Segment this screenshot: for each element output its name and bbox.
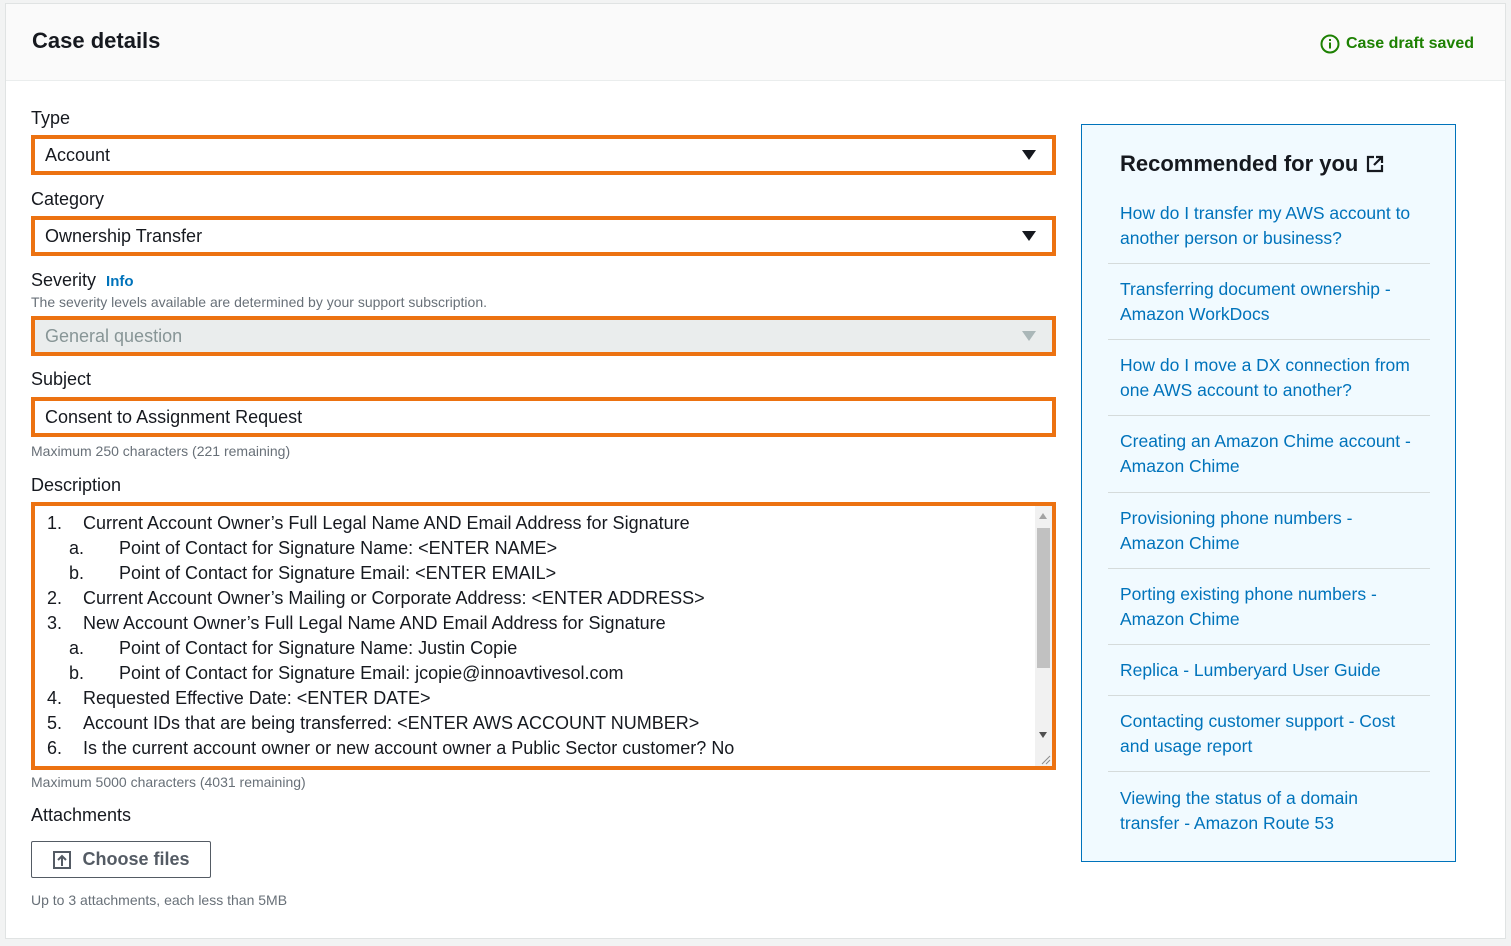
draft-status: [1320, 34, 1474, 54]
divider: [1108, 492, 1430, 493]
divider: [1108, 339, 1430, 340]
scroll-thumb[interactable]: [1037, 528, 1050, 668]
page-title: Case details: [32, 28, 161, 53]
caret-down-icon: [1022, 231, 1036, 241]
description-line: 3.: [47, 613, 63, 633]
attachments-hint: Up to 3 attachments, each less than 5MB: [31, 892, 288, 908]
description-line: a.: [69, 538, 85, 558]
description-line: 5.: [47, 713, 63, 733]
resize-handle-icon[interactable]: [1041, 755, 1051, 765]
description-line-text: Account IDs that are being transferred: <ENTER AWS ACCOUNT NUMBER>: [83, 713, 700, 733]
subject-hint: Maximum 250 characters (221 remaining): [31, 443, 291, 459]
recommended-link[interactable]: Replica - Lumberyard User Guide: [1120, 660, 1381, 680]
description-line: 4.: [47, 688, 63, 708]
subject-input[interactable]: [31, 397, 1056, 437]
choose-files-label: Choose files: [82, 849, 190, 869]
case-details-panel: [5, 3, 1506, 939]
divider: [1108, 771, 1430, 772]
recommended-link[interactable]: Transferring document ownership - Amazon WorkDocs: [1120, 279, 1391, 324]
description-line-text: Current Account Owner’s Mailing or Corporate Address: <ENTER ADDRESS>: [83, 588, 705, 608]
attachments-label: Attachments: [31, 805, 132, 825]
category-select[interactable]: [31, 216, 1056, 256]
description-line-text: New Account Owner’s Full Legal Name AND Email Address for Signature: [83, 613, 666, 633]
type-label: Type: [31, 108, 71, 128]
draft-status-text: Case draft saved: [1345, 35, 1474, 52]
description-line-text: Point of Contact for Signature Email: <ENTER EMAIL>: [119, 563, 557, 583]
choose-files-button[interactable]: [31, 841, 211, 878]
scroll-up-arrow-icon[interactable]: [1039, 513, 1047, 519]
recommended-link[interactable]: How do I transfer my AWS account to another person or business?: [1120, 203, 1411, 248]
severity-hint: The severity levels available are determined by your support subscription.: [31, 294, 488, 310]
description-line: 6.: [47, 738, 63, 758]
description-line-text: Requested Effective Date: <ENTER DATE>: [83, 688, 431, 708]
description-textarea[interactable]: [31, 502, 1056, 770]
description-scrollbar[interactable]: [1035, 506, 1052, 766]
severity-value: General question: [45, 325, 183, 346]
recommended-title: [1120, 151, 1384, 177]
description-line: b.: [69, 663, 85, 683]
description-line: 1.: [47, 513, 63, 533]
recommended-title-text: Recommended for you: [1120, 151, 1359, 176]
category-value: Ownership Transfer: [45, 225, 203, 246]
divider: [1108, 568, 1430, 569]
recommended-link[interactable]: How do I move a DX connection from one AWS account to another?: [1120, 355, 1410, 400]
description-label: Description: [31, 475, 122, 495]
description-line: b.: [69, 563, 85, 583]
description-line: a.: [69, 638, 85, 658]
caret-down-icon: [1022, 331, 1036, 341]
panel-header: [6, 4, 1505, 81]
subject-label: Subject: [31, 369, 92, 389]
description-hint: Maximum 5000 characters (4031 remaining): [31, 774, 306, 790]
divider: [1108, 263, 1430, 264]
severity-select: [31, 316, 1056, 356]
description-line-text: Point of Contact for Signature Name: Justin Copie: [119, 638, 518, 658]
severity-label: Severity: [31, 270, 97, 290]
recommended-link[interactable]: Viewing the status of a domain transfer - Amazon Route 53: [1120, 788, 1359, 833]
recommended-link[interactable]: Contacting customer support - Cost and usage report: [1120, 711, 1396, 756]
recommended-link[interactable]: Creating an Amazon Chime account - Amazon Chime: [1120, 431, 1411, 476]
divider: [1108, 644, 1430, 645]
divider: [1108, 415, 1430, 416]
info-circle-icon: [1320, 34, 1340, 54]
type-value: Account: [45, 144, 111, 165]
severity-info-link[interactable]: Info: [106, 273, 134, 290]
description-line: 2.: [47, 588, 63, 608]
description-line-text: Is the current account owner or new account owner a Public Sector customer? No: [83, 738, 735, 758]
description-line-text: Point of Contact for Signature Name: <ENTER NAME>: [119, 538, 558, 558]
subject-value: Consent to Assignment Request: [45, 406, 303, 427]
scroll-down-arrow-icon[interactable]: [1039, 732, 1047, 738]
external-link-icon[interactable]: [1366, 155, 1384, 173]
caret-down-icon: [1022, 150, 1036, 160]
recommended-link[interactable]: Provisioning phone numbers - Amazon Chime: [1120, 508, 1353, 553]
recommended-link[interactable]: Porting existing phone numbers - Amazon Chime: [1120, 584, 1377, 629]
category-label: Category: [31, 189, 105, 209]
upload-icon: [52, 850, 72, 870]
type-select[interactable]: [31, 135, 1056, 175]
recommended-panel: [1081, 124, 1456, 862]
description-line-text: Point of Contact for Signature Email: jcopie@innoavtivesol.com: [119, 663, 624, 683]
severity-label-row: [31, 270, 134, 291]
divider: [1108, 695, 1430, 696]
description-line-text: Current Account Owner’s Full Legal Name AND Email Address for Signature: [83, 513, 690, 533]
